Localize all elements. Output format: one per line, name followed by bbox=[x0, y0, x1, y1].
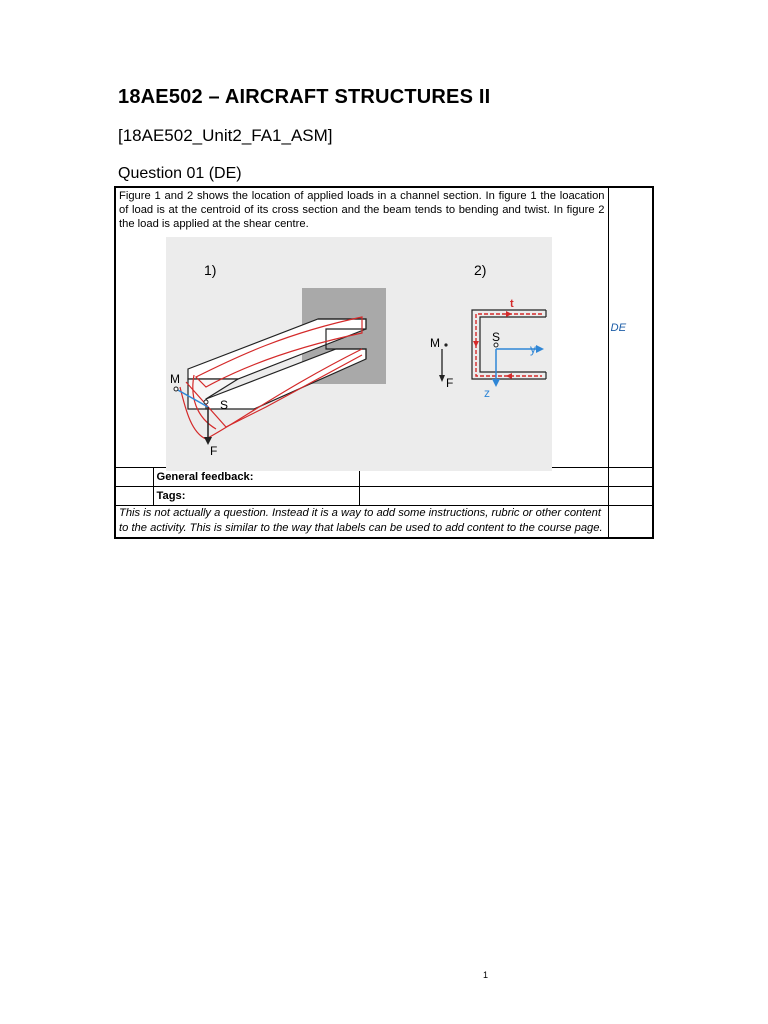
document-subtitle: [18AE502_Unit2_FA1_ASM] bbox=[118, 126, 333, 145]
question-type-mark: DE bbox=[608, 187, 653, 468]
figure-1-label: 1) bbox=[204, 262, 217, 278]
figure-2-label: 2) bbox=[474, 262, 487, 278]
fig2-force-label: F bbox=[446, 376, 454, 390]
empty-cell bbox=[608, 468, 653, 487]
fig1-shear-centre-point bbox=[204, 400, 208, 404]
fig1-shear-centre-label: S bbox=[220, 398, 229, 412]
fig2-y-label: y bbox=[530, 342, 536, 356]
fig1-moment-point bbox=[174, 387, 178, 391]
question-heading: Question 01 (DE) bbox=[118, 165, 242, 182]
fig2-shear-centre-label: S bbox=[492, 330, 501, 344]
question-row bbox=[115, 187, 653, 468]
channel-section-figure bbox=[166, 237, 552, 471]
empty-cell bbox=[115, 487, 153, 506]
fig2-flow-label: t bbox=[510, 298, 514, 310]
description-text: This is not actually a question. Instead it is a way to add some instructions, rubric or other content to the activity. This is similar to the way that labels can be used to add content to the course page. bbox=[115, 506, 608, 539]
tags-label: Tags: bbox=[153, 487, 359, 506]
figure-container bbox=[119, 231, 605, 467]
tags-row bbox=[115, 487, 653, 506]
fig1-moment-label: M bbox=[170, 372, 180, 386]
tags-value bbox=[359, 487, 608, 506]
fig2-z-label: z bbox=[484, 386, 490, 400]
general-feedback-label: General feedback: bbox=[153, 468, 359, 487]
empty-cell bbox=[608, 506, 653, 539]
fig1-force-label: F bbox=[210, 444, 218, 458]
empty-cell bbox=[608, 487, 653, 506]
page-number: 1 bbox=[483, 970, 489, 980]
description-row bbox=[115, 506, 653, 539]
document-title: 18AE502 – AIRCRAFT STRUCTURES II bbox=[118, 86, 491, 108]
question-text: Figure 1 and 2 shows the location of applied loads in a channel section. In figure 1 the loacation of load is at the centroid of its cross section and the beam tends to bending and twist. In figure 2 the load is applied at the shear centre. bbox=[119, 190, 605, 230]
fig2-moment-point bbox=[444, 343, 447, 346]
empty-cell bbox=[115, 468, 153, 487]
question-table bbox=[114, 186, 654, 539]
fig2-moment-label: M bbox=[430, 336, 440, 350]
question-cell bbox=[115, 187, 608, 468]
